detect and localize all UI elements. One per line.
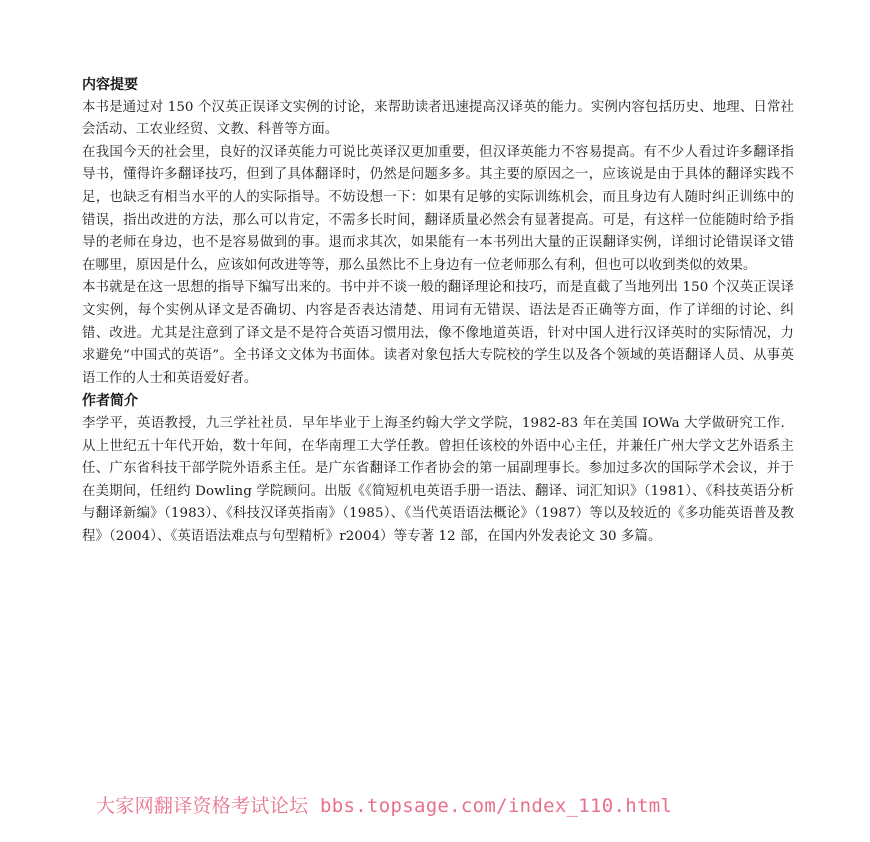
summary-heading: 内容提要 <box>82 77 138 93</box>
forum-watermark-link[interactable]: 大家网翻译资格考试论坛 bbs.topsage.com/index_110.html <box>96 795 673 817</box>
author-heading: 作者简介 <box>82 393 138 410</box>
document-body <box>82 74 794 548</box>
summary-paragraph-3: 本书就是在这一思想的指导下编写出来的。书中并不谈一般的翻译理论和技巧，而是直截了当地列出 150 个汉英正误译文实例，每个实例从译文是否确切、内容是否表达清楚、用词有无错误、语法是否正确等方面，作了详细的讨论、纠错、改进。尤其是注意到了译文是不是符合英语习惯用法，像不像地道英语，针对中国人进行汉译英时的实际情况，力求避免“中国式的英语”。全书译文文体为书面体。读者对象包括大专院校的学生以及各个领域的英语翻译人员、从事英语工作的人士和英语爱好者。 <box>82 280 794 386</box>
summary-paragraph-1: 本书是通过对 150 个汉英正误译文实例的讨论，来帮助读者迅速提高汉译英的能力。实例内容包括历史、地理、日常社会活动、工农业经贸、文教、科普等方面。 <box>82 99 794 138</box>
author-paragraph-1: 李学平，英语教授，九三学社社员．早年毕业于上海圣约翰大学文学院，1982-83 年在美国 IOWa 大学做研究工作．从上世纪五十年代开始，数十年间，在华南理工大学任教。曾担任该校的外语中心主任，并兼任广州大学文艺外语系主任、广东省科技干部学院外语系主任。是广东省翻译工作者协会的第一届副理事长。参加过多次的国际学术会议，并于在美期间，任纽约 Dowling 学院顾问。出版《《简短机电英语手册一语法、翻译、词汇知识》（1981）、《科技英语分析与翻译新编》（1983）、《科技汉译英指南》（1985）、《当代英语语法概论》（1987）等以及较近的《多功能英语普及教程》（2004）、《英语语法难点与句型精析》r2004）等专著 12 部，在国内外发表论文 30 多篇。 <box>82 415 794 544</box>
summary-paragraph-2: 在我国今天的社会里，良好的汉译英能力可说比英译汉更加重要，但汉译英能力不容易提高。有不少人看过许多翻译指导书，懂得许多翻译技巧，但到了具体翻译时，仍然是问题多多。其主要的原因之一，应该说是由于具体的翻译实践不足，也缺乏有相当水平的人的实际指导。不妨设想一下：如果有足够的实际训练机会，而且身边有人随时纠正训练中的错误，指出改进的方法，那么可以肯定，不需多长时间，翻译质量必然会有显著提高。可是，有这样一位能随时给予指导的老师在身边，也不是容易做到的事。退而求其次，如果能有一本书列出大量的正误翻译实例，详细讨论错误译文错在哪里，原因是什么，应该如何改进等等，那么虽然比不上身边有一位老师那么有利，但也可以收到类似的效果。 <box>82 144 794 273</box>
